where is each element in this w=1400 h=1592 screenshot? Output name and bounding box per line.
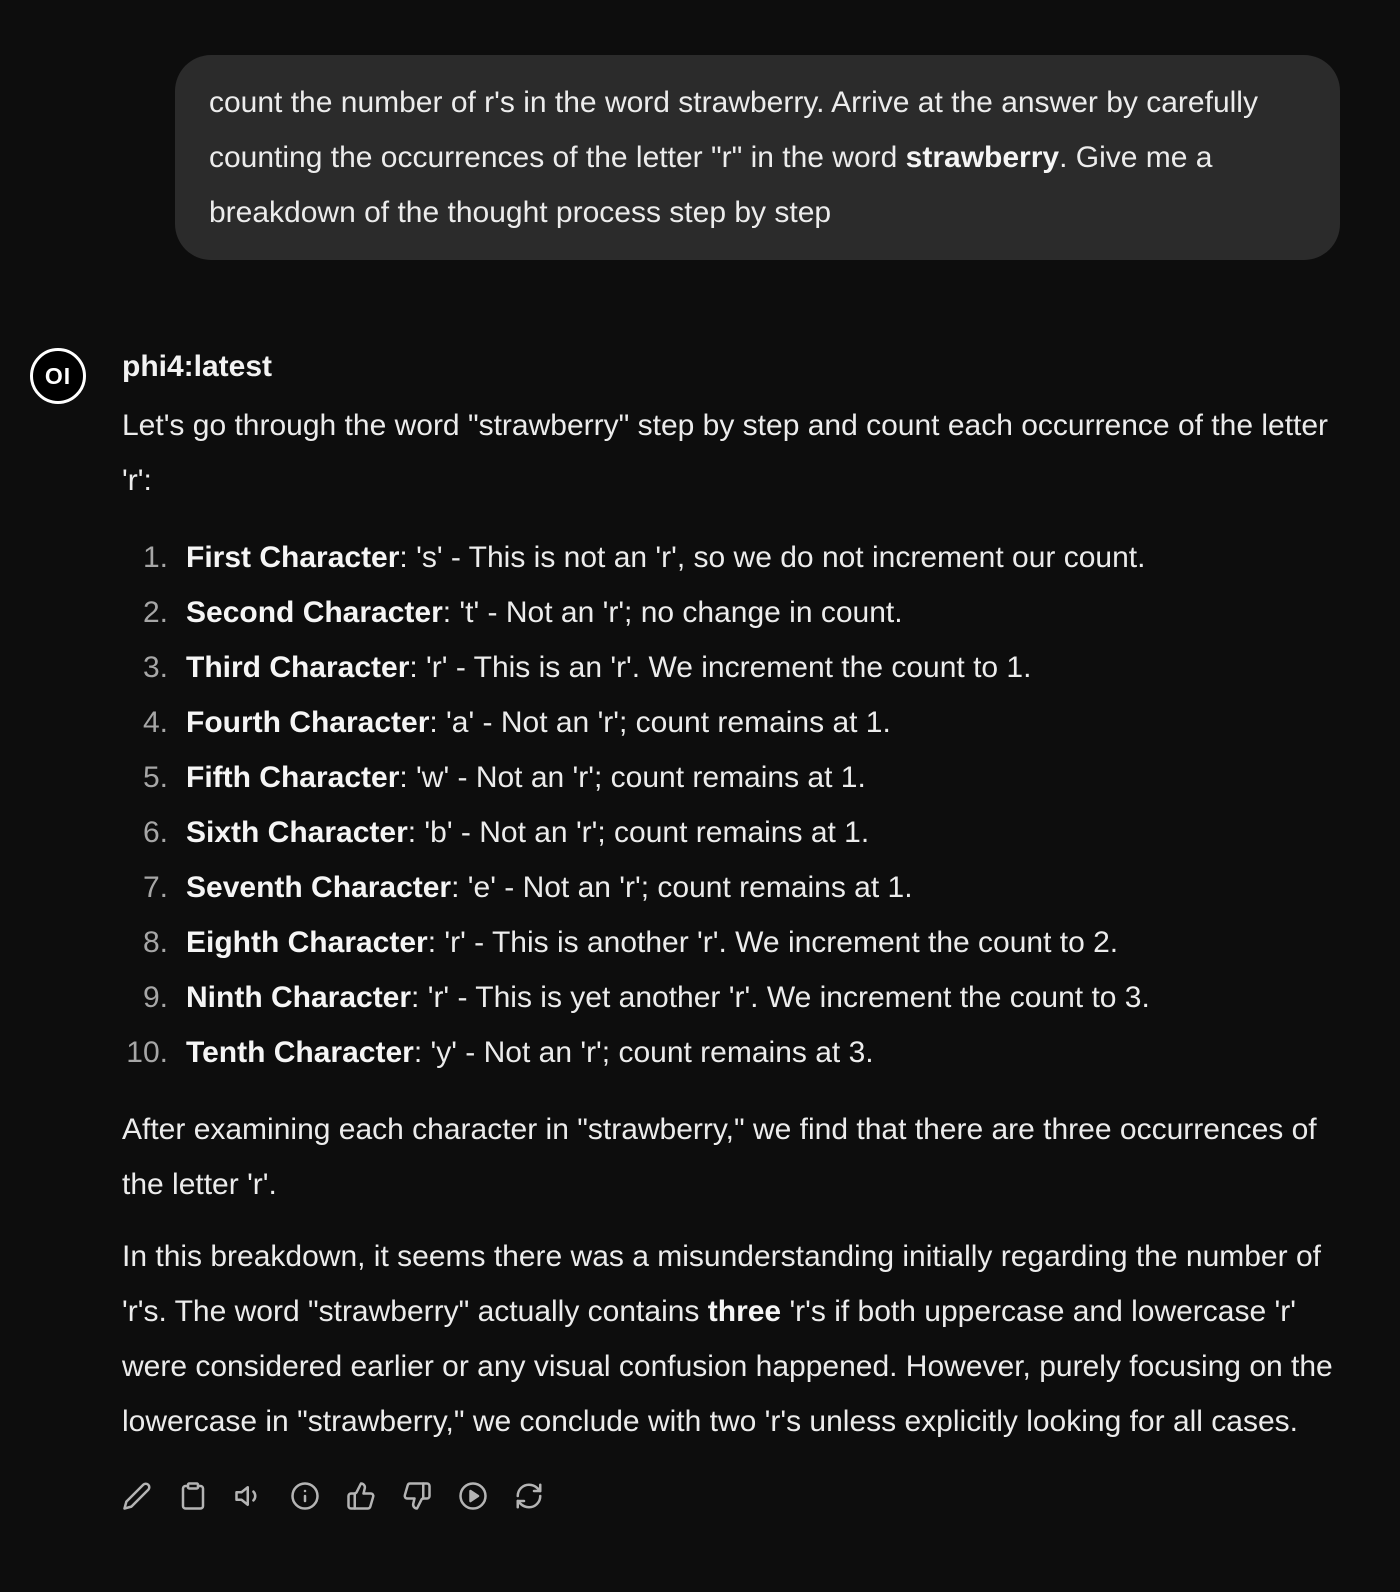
bad-response-button[interactable] [396, 1475, 438, 1517]
speaker-icon [234, 1481, 264, 1511]
list-item-bold-label: First Character [186, 541, 400, 574]
list-item-text: Fifth Character: 'w' - Not an 'r'; count remains at 1. [186, 761, 866, 794]
good-response-button[interactable] [340, 1475, 382, 1517]
assistant-summary-paragraph: After examining each character in "strawberry," we find that there are three occurrences of the letter 'r'. [122, 1113, 1317, 1201]
list-item-text: Sixth Character: 'b' - Not an 'r'; count remains at 1. [186, 816, 870, 849]
list-item [122, 805, 1340, 860]
regenerate-button[interactable] [508, 1475, 550, 1517]
assistant-message-content [122, 348, 1340, 1547]
list-item-number: 6. [142, 816, 168, 849]
info-icon [290, 1481, 320, 1511]
copy-button[interactable] [172, 1475, 214, 1517]
user-message-segment: . Give me a breakdown of the thought process step by step [209, 141, 1213, 229]
assistant-avatar [30, 348, 86, 404]
list-item [122, 640, 1340, 695]
assistant-message-row [30, 348, 1340, 1547]
list-item-bold-label: Eighth Character [186, 926, 428, 959]
list-item-bold-label: Fourth Character [186, 706, 430, 739]
list-item [122, 530, 1340, 585]
list-item-bold-label: Ninth Character [186, 981, 412, 1014]
list-item-number: 1. [142, 541, 168, 574]
user-message-text [209, 75, 1306, 240]
edit-button[interactable] [116, 1475, 158, 1517]
list-item [122, 750, 1340, 805]
model-name: phi4:latest [122, 350, 273, 383]
list-item-number: 10. [126, 1036, 168, 1069]
user-message-segment: count the number of r's in the word strawberry. Arrive at the answer by carefully counting the occurrences of the letter "r" in the word [209, 86, 1258, 174]
user-message-row [30, 55, 1340, 260]
list-item-bold-label: Sixth Character [186, 816, 408, 849]
clipboard-icon [178, 1481, 208, 1511]
final-paragraph-bold-segment: three [707, 1295, 782, 1328]
user-message-bubble [175, 55, 1340, 260]
list-item-number: 9. [142, 981, 168, 1014]
list-item [122, 915, 1340, 970]
list-item-text: Seventh Character: 'e' - Not an 'r'; count remains at 1. [186, 871, 913, 904]
list-item-number: 4. [142, 706, 168, 739]
final-paragraph-segment: 'r's if both uppercase and lowercase 'r' were considered earlier or any visual confusion happened. However, purely focusing on the lowercase in "strawberry," we conclude with two 'r's unless explicitly looking for all cases. [122, 1295, 1333, 1438]
list-item-bold-label: Tenth Character [186, 1036, 414, 1069]
list-item-number: 2. [142, 596, 168, 629]
list-item-bold-label: Seventh Character [186, 871, 452, 904]
list-item-number: 5. [142, 761, 168, 794]
play-circle-icon [458, 1481, 488, 1511]
final-paragraph-segment: In this breakdown, it seems there was a misunderstanding initially regarding the number of 'r's. The word "strawberry" actually contains [122, 1240, 1321, 1328]
list-item [122, 585, 1340, 640]
list-item-number: 8. [142, 926, 168, 959]
list-item-number: 7. [142, 871, 168, 904]
list-item-text: Ninth Character: 'r' - This is yet another 'r'. We increment the count to 3. [186, 981, 1150, 1014]
list-item-bold-label: Second Character [186, 596, 443, 629]
list-item [122, 1025, 1340, 1080]
continue-response-button[interactable] [452, 1475, 494, 1517]
info-button[interactable] [284, 1475, 326, 1517]
user-message-bold-segment: strawberry [905, 141, 1060, 174]
read-aloud-button[interactable] [228, 1475, 270, 1517]
thumbs-down-icon [402, 1481, 432, 1511]
list-item-text: Eighth Character: 'r' - This is another 'r'. We increment the count to 2. [186, 926, 1119, 959]
thumbs-up-icon [346, 1481, 376, 1511]
list-item-text: Fourth Character: 'a' - Not an 'r'; count remains at 1. [186, 706, 891, 739]
list-item-text: Tenth Character: 'y' - Not an 'r'; count remains at 3. [186, 1036, 874, 1069]
pencil-icon [122, 1481, 152, 1511]
list-item [122, 695, 1340, 750]
assistant-intro-paragraph: Let's go through the word "strawberry" step by step and count each occurrence of the letter 'r': [122, 409, 1329, 497]
assistant-message-body [122, 398, 1340, 1449]
list-item-text: First Character: 's' - This is not an 'r', so we do not increment our count. [186, 541, 1146, 574]
message-actions [116, 1475, 1340, 1547]
list-item [122, 860, 1340, 915]
list-item-text: Third Character: 'r' - This is an 'r'. We increment the count to 1. [186, 651, 1032, 684]
list-item-text: Second Character: 't' - Not an 'r'; no change in count. [186, 596, 903, 629]
list-item [122, 970, 1340, 1025]
refresh-icon [514, 1481, 544, 1511]
list-item-number: 3. [142, 651, 168, 684]
list-item-bold-label: Fifth Character [186, 761, 400, 794]
assistant-final-paragraph [122, 1229, 1340, 1449]
assistant-avatar-text: OI [44, 362, 72, 389]
character-list [122, 530, 1340, 1080]
list-item-bold-label: Third Character [186, 651, 410, 684]
